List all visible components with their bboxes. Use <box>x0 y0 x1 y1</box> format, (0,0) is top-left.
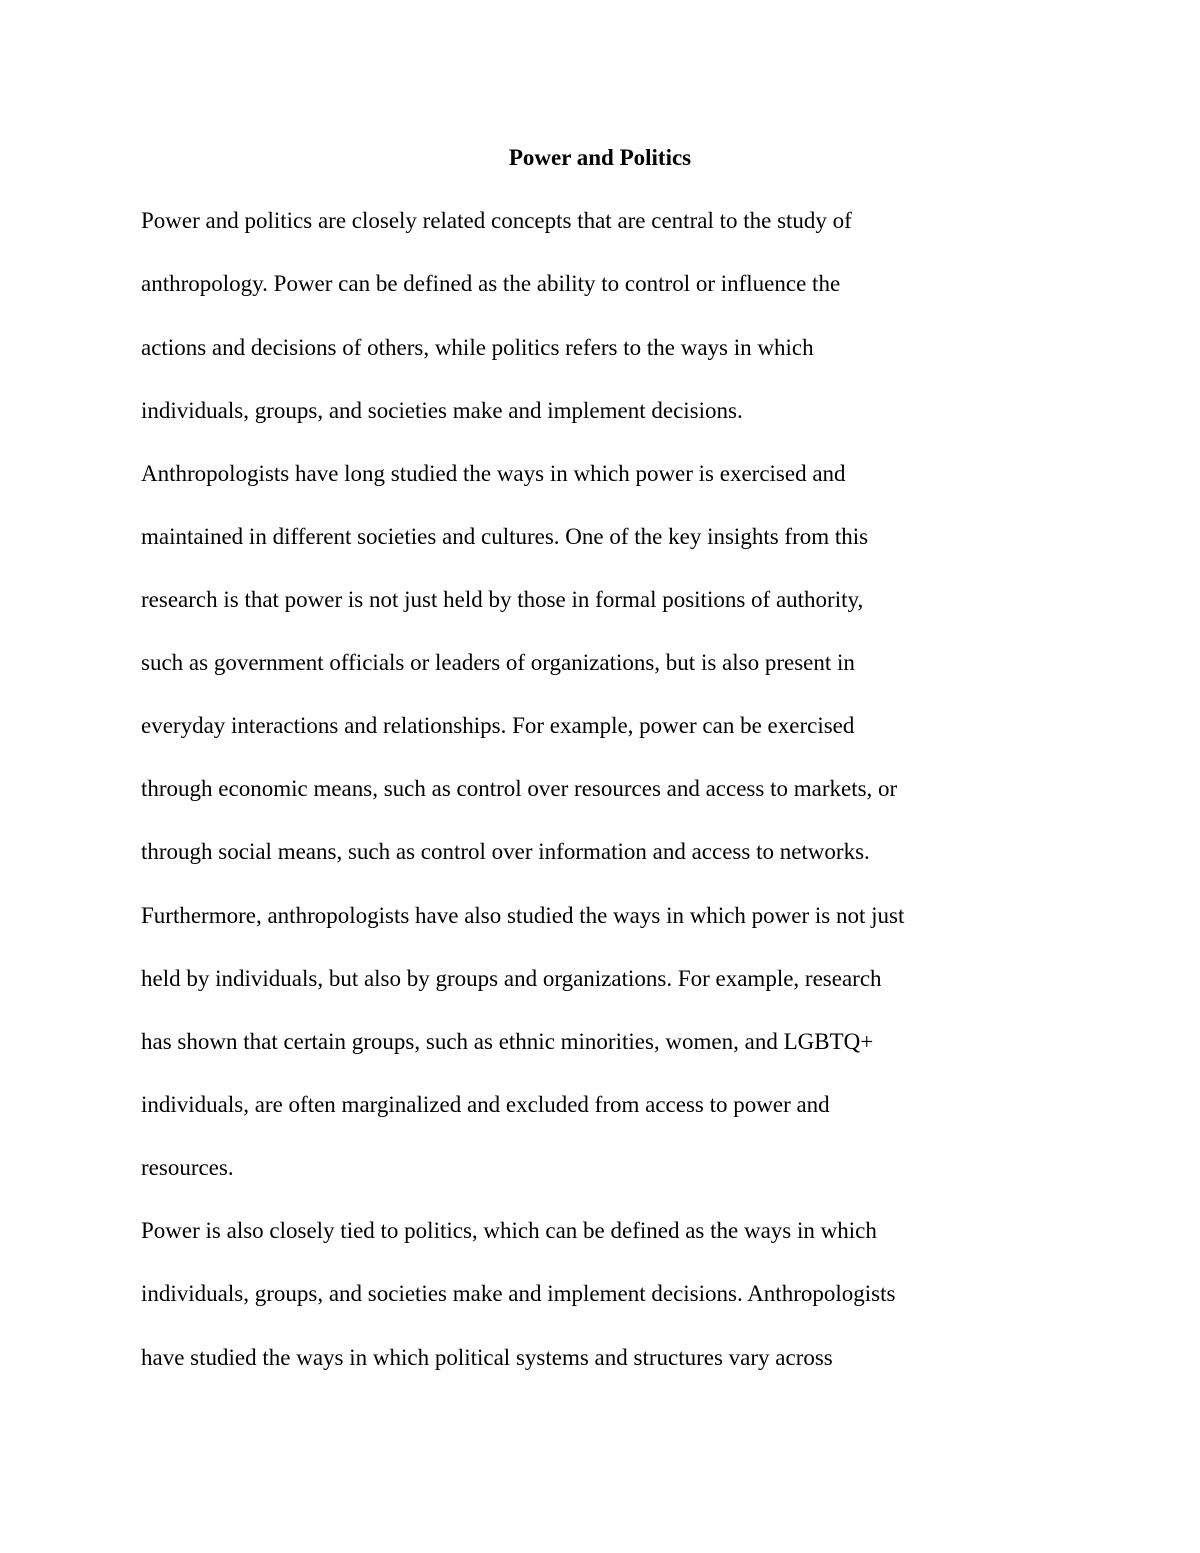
text-line: actions and decisions of others, while politics refers to the ways in which <box>141 335 814 360</box>
text-line: Power and politics are closely related concepts that are central to the study of <box>141 208 852 233</box>
text-line: everyday interactions and relationships. For example, power can be exercised <box>141 713 855 738</box>
text-line: maintained in different societies and cultures. One of the key insights from this <box>141 524 869 549</box>
text-line: Furthermore, anthropologists have also studied the ways in which power is not just <box>141 903 905 928</box>
text-line: through economic means, such as control over resources and access to markets, or <box>141 776 898 801</box>
text-line: individuals, groups, and societies make and implement decisions. Anthropologists <box>141 1281 896 1306</box>
text-line: individuals, are often marginalized and excluded from access to power and <box>141 1092 830 1117</box>
text-line: such as government officials or leaders of organizations, but is also present in <box>141 650 855 675</box>
text-line: individuals, groups, and societies make and implement decisions. <box>141 398 743 423</box>
text-line: has shown that certain groups, such as ethnic minorities, women, and LGBTQ+ <box>141 1029 874 1054</box>
text-line: have studied the ways in which political systems and structures vary across <box>141 1345 833 1370</box>
text-line: resources. <box>141 1155 234 1180</box>
text-line: research is that power is not just held by those in formal positions of authority, <box>141 587 864 612</box>
text-line: Anthropologists have long studied the ways in which power is exercised and <box>141 461 846 486</box>
text-line: held by individuals, but also by groups and organizations. For example, research <box>141 966 882 991</box>
text-line: anthropology. Power can be defined as the ability to control or influence the <box>141 271 841 296</box>
page-title: Power and Politics <box>508 145 692 170</box>
text-line: through social means, such as control over information and access to networks. <box>141 839 870 864</box>
text-line: Power is also closely tied to politics, which can be defined as the ways in which <box>141 1218 877 1243</box>
